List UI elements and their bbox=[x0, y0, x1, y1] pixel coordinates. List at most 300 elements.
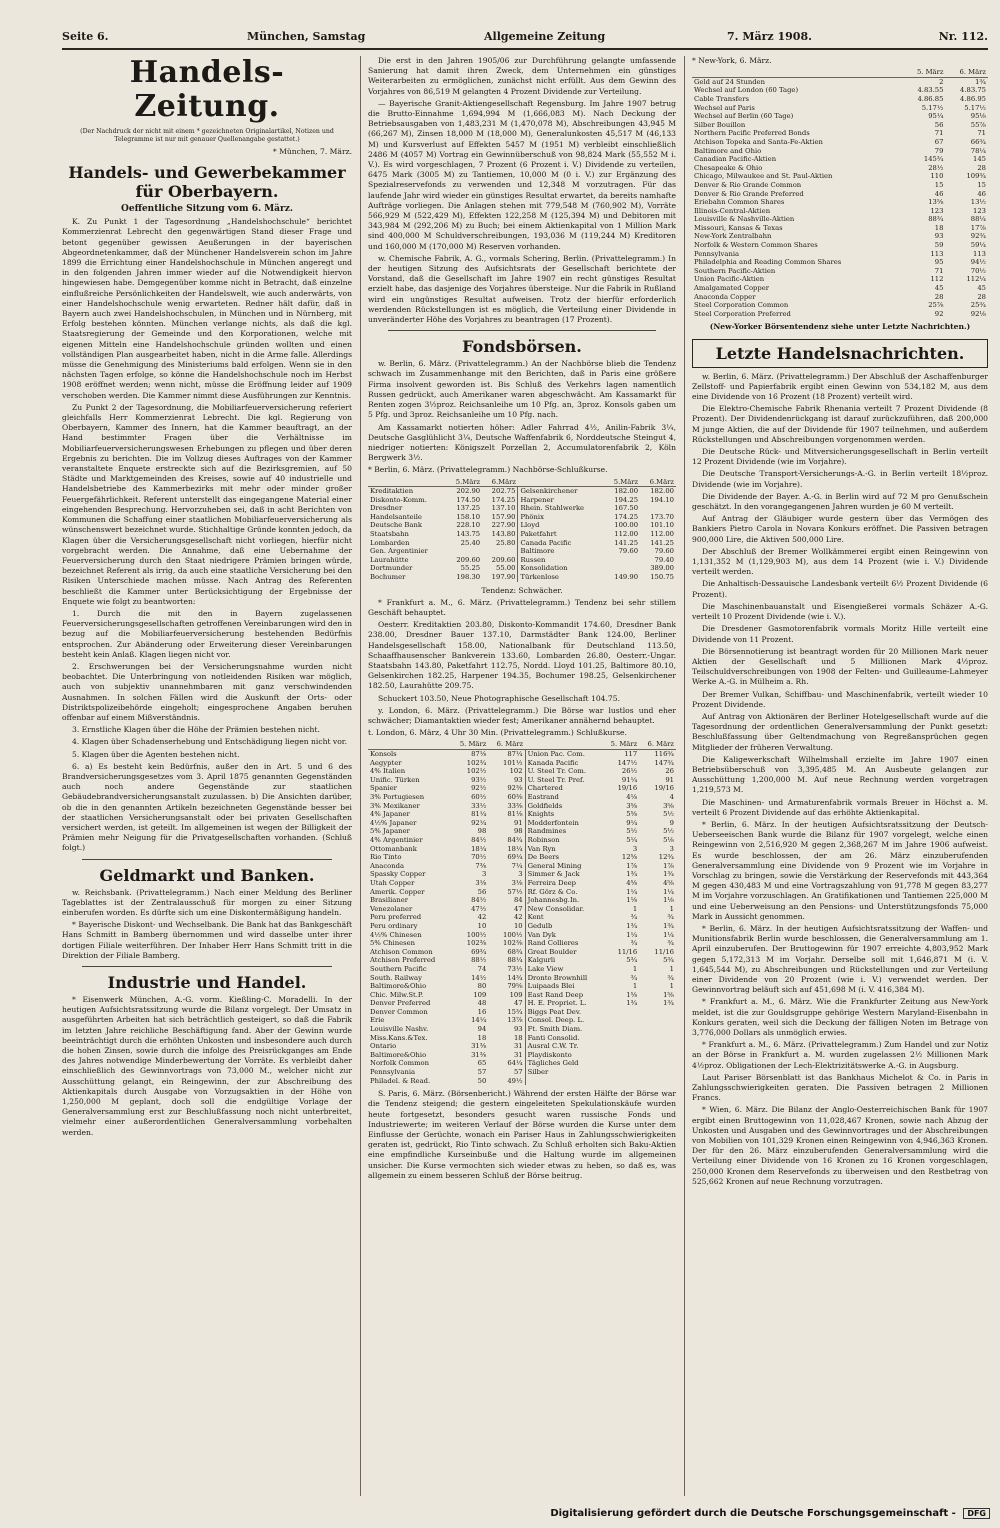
price-cell: 1⅛ bbox=[663, 896, 674, 905]
price-cell: 5⅝ bbox=[626, 810, 638, 819]
price-cell: 81¼ bbox=[471, 810, 487, 819]
column-rule-2 bbox=[684, 56, 685, 1496]
table-row bbox=[368, 1059, 676, 1068]
security-name: Randmines bbox=[525, 827, 602, 836]
price-cell: 26½ bbox=[621, 767, 638, 776]
dfg-logo: DFG bbox=[963, 1508, 990, 1519]
price-cell: 5¼ bbox=[626, 836, 638, 845]
table-row bbox=[692, 138, 988, 147]
price-cell: 1¼ bbox=[626, 930, 638, 939]
column-header: 6. März bbox=[945, 68, 988, 77]
table-row bbox=[368, 784, 676, 793]
security-name: Aegypter bbox=[370, 758, 402, 767]
security-name: Kreditaktien bbox=[370, 487, 414, 496]
security-name: Anaconda bbox=[370, 861, 405, 870]
section-title: Letzte Handelsnachrichten. bbox=[715, 343, 965, 363]
security-name: East Rand Deep bbox=[525, 991, 602, 1000]
price-cell: 98 bbox=[513, 827, 523, 836]
table-row bbox=[368, 1034, 676, 1043]
security-name: 4% Argentinier bbox=[370, 836, 423, 845]
table-row bbox=[692, 215, 988, 224]
news-section-header bbox=[692, 339, 988, 368]
table-row bbox=[368, 905, 676, 914]
security-name: Norfolk & Western Common Shares bbox=[694, 241, 818, 250]
security-name: Pennsylvania bbox=[370, 1068, 416, 1077]
price-cell: ¾ bbox=[667, 939, 674, 948]
price-cell: 28 bbox=[977, 163, 986, 172]
security-name: Wechsel auf London (60 Tage) bbox=[694, 86, 799, 95]
security-name: Gelsenkirchener bbox=[518, 487, 604, 496]
price-cell: 12¾ bbox=[658, 853, 674, 862]
price-cell: 84¾ bbox=[507, 836, 523, 845]
price-cell: 95⅛ bbox=[970, 112, 986, 121]
price-cell: 79.40 bbox=[654, 555, 674, 564]
table-row bbox=[692, 275, 988, 284]
security-name: 5% Japaner bbox=[370, 827, 410, 836]
paragraph: Die Maschinenbauanstalt und Eisengießerei vormals Schäzer A.-G. verteilt 10 Prozent Dividende (wie i. V.). bbox=[692, 601, 988, 622]
price-cell: 31 bbox=[513, 1042, 523, 1051]
price-cell: 49½ bbox=[507, 1076, 523, 1085]
security-name: U. Steel Tr. Com. bbox=[525, 767, 602, 776]
credit-text: Digitalisierung gefördert durch die Deutsche Forschungsgemeinschaft - bbox=[550, 1508, 956, 1519]
price-cell: 19/16 bbox=[617, 784, 638, 793]
price-cell: 109¾ bbox=[966, 172, 986, 181]
price-cell: ¾ bbox=[630, 973, 638, 982]
security-name: Rf. Görz & Co. bbox=[525, 888, 602, 897]
price-cell: 69¼ bbox=[507, 853, 523, 862]
table-row bbox=[368, 939, 676, 948]
price-cell bbox=[639, 1034, 676, 1043]
paragraph: S. Paris, 6. März. (Börsenbericht.) Während der ersten Hälfte der Börse war die Tendenz steigend; die gestern eingeleiteten Spekulationskäufe wurden heute fortgesetzt, besonders gesucht waren russische Fonds und Industriewerte; im weiteren Verlauf der Börse wurden die Kurse unter dem Einflusse der Gerüchte, wonach ein Pariser Haus in Zahlungsschwierigkeiten geraten ist, gedrückt, Rio Tinto schwach. Zu Schluß erholten sich Baku-Aktien eine empfindliche Kurseinbuße und die Haltung wurde im allgemeinen unsicher. Die Kurse vermochten sich wieder etwas zu heben, so daß es, was allgemein zu einem besseren Schluß der Börse beitrug. bbox=[368, 1089, 676, 1180]
paragraph: w. Reichsbank. (Privattelegramm.) Nach einer Meldung des Berliner Tageblattes ist der Zentralausschuß für morgen zu einer Sitzung einberufen worden. Es dürfte sich um eine Diskontermäßigung handeln. bbox=[62, 887, 352, 917]
price-cell: 145¾ bbox=[923, 155, 944, 164]
table-row bbox=[692, 224, 988, 233]
column-rule-1 bbox=[360, 56, 361, 1496]
column-3 bbox=[692, 56, 988, 1506]
price-cell: 92 bbox=[934, 309, 944, 318]
price-cell: 60⅜ bbox=[507, 793, 523, 802]
security-name: Denver & Rio Grande Common bbox=[694, 180, 802, 189]
security-name: New-York Zentralbahn bbox=[694, 232, 772, 241]
price-cell: 2 bbox=[939, 77, 944, 86]
price-cell: 1¾ bbox=[663, 921, 674, 930]
security-name: Bochumer bbox=[370, 573, 406, 582]
table-row bbox=[692, 284, 988, 293]
price-cell bbox=[639, 1068, 676, 1077]
table-row bbox=[692, 301, 988, 310]
security-name: Anaconda Copper bbox=[694, 292, 756, 301]
section-title: Fondsbörsen. bbox=[462, 337, 582, 357]
price-cell: 3 bbox=[481, 870, 487, 879]
price-cell: 102½ bbox=[466, 767, 487, 776]
table-row bbox=[368, 521, 676, 530]
price-cell bbox=[602, 1077, 639, 1086]
price-cell: 7⅜ bbox=[475, 861, 487, 870]
price-cell: 143.80 bbox=[491, 530, 516, 539]
price-cell: 5.17½ bbox=[921, 103, 944, 112]
table-row bbox=[368, 896, 676, 905]
table-row bbox=[368, 539, 676, 548]
security-name: 5% Chinesen bbox=[370, 939, 415, 948]
table-row bbox=[368, 965, 676, 974]
price-cell: 70½ bbox=[970, 266, 986, 275]
table-row bbox=[368, 750, 676, 759]
security-name: De Beers bbox=[525, 853, 602, 862]
security-name: Spassky Copper bbox=[370, 870, 426, 879]
newyork-price-table bbox=[692, 68, 988, 318]
price-cell: 157.90 bbox=[491, 512, 516, 521]
price-cell: 173.70 bbox=[650, 512, 674, 521]
security-name: Chic. Milw.St.P. bbox=[370, 990, 424, 999]
table-row bbox=[368, 513, 676, 522]
table-row bbox=[368, 819, 676, 828]
table-row bbox=[692, 86, 988, 95]
table-row bbox=[692, 147, 988, 156]
security-name: Peru ordinary bbox=[370, 921, 418, 930]
price-cell: 113 bbox=[930, 249, 944, 258]
price-cell: 202.90 bbox=[456, 487, 481, 496]
price-cell bbox=[602, 1059, 639, 1068]
page-number: Seite 6. bbox=[62, 30, 109, 43]
table-row bbox=[368, 1068, 676, 1077]
paragraph: K. Zu Punkt 1 der Tagesordnung „Handelshochschule“ berichtet Kommerzienrat Lebrecht den gegenwärtigen Stand dieser Frage und betont gegenüber gewissen Aeußerungen in der bayerischen Abgeordnetenkammer, daß der Münchener Handelsverein schon im Jahre 1899 die Errichtung einer Handelshochschule in München angeregt und in den folgenden Jahren immer wieder auf die Notwendigkeit hiervon hingewiesen habe. Demgegenüber komme nicht in Betracht, daß einzelne einflußreiche Persönlichkeiten der Handelswelt, wie auch anderwärts, von einer Handelshochschule wenig erwarteten. Redner hält dafür, daß in Bayern auch zwei Handelshochschulen, in München und in Nürnberg, mit Erfolg bestehen könnten. München verlange nichts, als daß die kgl. Staatsregierung der Gemeinde und den Korporationen, welche mit eigenen Mitteln eine Handelshochschule gründen wollten und einen vollständigen Plan ausgearbeitet haben, nicht in die Arme falle. Allerdings müsse die Genehmigung des Ministeriums bald erfolgen. Wenn sie in den nächsten Tagen erfolge, so könne die Handelshochschule noch im Herbst 1908 eröffnet werden; wenn nicht, müsse die Eröffnung leider auf 1909 verschoben werden. Die Kammer nimmt diese Ausführungen zur Kenntnis. bbox=[62, 217, 352, 400]
section-title: Geldmarkt und Banken. bbox=[99, 865, 315, 885]
column-1 bbox=[62, 56, 352, 1506]
security-name: Erie bbox=[370, 1016, 385, 1025]
security-name: Illinois-Central-Aktien bbox=[694, 206, 771, 215]
price-cell: 7¼ bbox=[511, 861, 523, 870]
column-header: 5. März bbox=[903, 68, 946, 77]
table-row bbox=[692, 181, 988, 190]
table-row bbox=[368, 982, 676, 991]
price-cell: 57½ bbox=[507, 887, 523, 896]
price-cell: 47 bbox=[513, 999, 523, 1008]
security-name: Rand Collieres bbox=[525, 939, 602, 948]
security-name: Phönix bbox=[518, 513, 604, 522]
security-name: Chartered bbox=[525, 784, 602, 793]
page-header bbox=[62, 30, 988, 48]
price-cell bbox=[639, 1042, 676, 1051]
price-cell: 109 bbox=[509, 990, 523, 999]
price-cell: 46 bbox=[934, 189, 944, 198]
column-header: 5. März bbox=[602, 740, 639, 749]
security-name: Consol. Deep. L. bbox=[525, 1016, 602, 1025]
security-name: Philadelphia and Reading Common Shares bbox=[694, 258, 842, 267]
security-name: Rio Tinto bbox=[370, 853, 402, 862]
security-name: Playdiskonto bbox=[525, 1051, 602, 1060]
price-cell: 209.60 bbox=[456, 555, 481, 564]
table-row bbox=[692, 241, 988, 250]
security-name: Great Boulder bbox=[525, 948, 602, 957]
price-cell: 5½ bbox=[663, 827, 674, 836]
table-row bbox=[368, 767, 676, 776]
table-row bbox=[368, 999, 676, 1008]
price-cell: 100.00 bbox=[614, 521, 639, 530]
price-cell bbox=[639, 1051, 676, 1060]
security-name: Union Pac. Com. bbox=[525, 750, 602, 759]
price-cell: 13½ bbox=[970, 198, 986, 207]
price-cell: 84½ bbox=[471, 896, 487, 905]
price-cell: 1¾ bbox=[975, 77, 986, 86]
price-cell: 70½ bbox=[471, 853, 487, 862]
table-row bbox=[692, 258, 988, 267]
price-cell: 94½ bbox=[970, 258, 986, 267]
table-row bbox=[692, 293, 988, 302]
security-name: Union Pacific-Aktien bbox=[694, 275, 765, 284]
price-cell: 56 bbox=[934, 120, 944, 129]
price-cell: 47½ bbox=[471, 904, 487, 913]
table-row bbox=[692, 95, 988, 104]
paragraph: w. Berlin, 6. März. (Privattelegramm.) Der Abschluß der Aschaffenburger Zellstoff- und Papierfabrik ergibt einen Gewinn von 534,182 M, aus dem eine Dividende von 16 Prozent (18 Prozent) verteilt wird. bbox=[692, 371, 988, 402]
price-cell: 112 bbox=[930, 275, 944, 284]
security-name: Miss.Kans.&Tex. bbox=[370, 1033, 428, 1042]
paragraph: * Frankfurt a. M., 6. März. (Privattelegramm.) Tendenz bei sehr stillem Geschäft behauptet. bbox=[368, 597, 676, 618]
price-cell: 71 bbox=[934, 129, 944, 138]
paragraph: 3. Ernstliche Klagen über die Höhe der Prämien bestehen nicht. bbox=[72, 725, 320, 735]
price-cell: 93 bbox=[934, 232, 944, 241]
security-name: Pennsylvania bbox=[694, 249, 740, 258]
paragraph: * Frankfurt a. M., 6. März. (Privattelegramm.) Zum Handel und zur Notiz an der Börse in Frankfurt a. M. wurden zugelassen 2½ Millionen Mark 4½proz. Obligationen der Lech-Elektrizitätswerke A.-G. in Augsburg. bbox=[692, 1040, 988, 1070]
security-name: Gedulb bbox=[525, 922, 602, 931]
security-name: Rhein. Stahlwerke bbox=[518, 504, 604, 513]
table-row bbox=[368, 530, 676, 539]
price-cell: 26 bbox=[665, 767, 674, 776]
price-cell: 102 bbox=[509, 767, 523, 776]
price-cell: 100½ bbox=[466, 930, 487, 939]
price-cell: 117 bbox=[624, 750, 638, 759]
price-cell: 15 bbox=[934, 180, 944, 189]
table-row bbox=[692, 155, 988, 164]
price-cell: 197.90 bbox=[491, 573, 516, 582]
security-name: Luipaads Blei bbox=[525, 982, 602, 991]
table-row bbox=[368, 879, 676, 888]
table-row bbox=[368, 974, 676, 983]
security-name: Staatsbahn bbox=[370, 530, 409, 539]
price-cell: 14¼ bbox=[471, 1016, 487, 1025]
table-row bbox=[368, 931, 676, 940]
price-cell: 18 bbox=[513, 1033, 523, 1042]
price-cell: 5¾ bbox=[663, 956, 674, 965]
table-row bbox=[368, 956, 676, 965]
table-footnote: (New-Yorker Börsentendenz siehe unter Letzte Nachrichten.) bbox=[709, 322, 971, 332]
price-cell: 123 bbox=[973, 206, 986, 215]
price-cell: 143.75 bbox=[456, 530, 481, 539]
price-cell: 91 bbox=[665, 775, 674, 784]
price-cell: 102⅜ bbox=[503, 939, 523, 948]
price-cell bbox=[602, 1008, 639, 1017]
price-cell: 3 bbox=[669, 844, 674, 853]
price-cell: 1 bbox=[669, 964, 674, 973]
security-name: Dortmunder bbox=[370, 564, 413, 573]
price-cell: 88½ bbox=[471, 956, 487, 965]
price-cell: 1⅛ bbox=[626, 896, 638, 905]
price-cell: 50 bbox=[477, 1076, 487, 1085]
table-row bbox=[368, 573, 676, 582]
price-cell: 18 bbox=[934, 223, 944, 232]
paragraph: Die Anhaltisch-Dessauische Landesbank verteilt 6½ Prozent Dividende (6 Prozent). bbox=[692, 579, 988, 599]
price-cell: 147½ bbox=[617, 758, 638, 767]
price-cell: 17⅞ bbox=[970, 223, 986, 232]
price-cell bbox=[602, 1034, 639, 1043]
table-row bbox=[368, 888, 676, 897]
security-name: Modderfontein bbox=[525, 819, 602, 828]
price-cell: ¾ bbox=[667, 973, 674, 982]
price-cell: 112.00 bbox=[650, 530, 674, 539]
price-cell: 1⅝ bbox=[626, 990, 638, 999]
paragraph: — Bayerische Granit-Aktiengesellschaft Regensburg. Im Jahre 1907 betrug die Brutto-Einnahme 1,694,994 M (1,666,083 M). Nach Deckung der Betriebsausgaben von 1,483,231 M (1,470,078 M), Abschreibungen 43,945 M (66,267 M), Zinsen 18,000 M (18,000 M), Generalunkosten 45,517 M (46,133 M) und Kursverlust auf Effekten 5457 M (1951 M) verbleibt einschließlich 2486 M (4057 M) Vortrag ein Gewinnüberschuß von 98,824 Mark (55,552 M i. V.). Es wird vorgeschlagen, 7 Prozent (6 Prozent i. V.) Dividende zu verteilen, 6475 Mark (3005 M) zu Tantiemen, 10,000 M (0 i. V.) zur Ergänzung des Spezialreservefonds zu verwenden und 12,348 M vorzutragen. Für das laufende Jahr wird wieder ein günstiges Resultat erwartet, da bereits namhafte Aufträge vorliegen. Die Anlagen stehen mit 779,548 M (760,902 M), Vorräte 566,929 M (522,429 M), Effekten 122,258 M (125,394 M) und Debitoren mit 343,984 M (292,206 M) zu Buch; bei einem Aktienkapital von 1 Million Mark sind 400,000 M Schuldverschreibungen, 193,036 M (119,244 M) Kreditoren und 160,000 M (170,000 M) Reserven vorhanden. bbox=[368, 98, 676, 251]
security-name: Wechsel auf Paris bbox=[694, 103, 755, 112]
column-header: 5.März bbox=[446, 478, 482, 487]
price-cell bbox=[602, 1051, 639, 1060]
table-row bbox=[368, 504, 676, 513]
price-cell: 4⅛ bbox=[626, 793, 638, 802]
table-row bbox=[368, 776, 676, 785]
price-cell: ¾ bbox=[630, 939, 638, 948]
paragraph: Die Elektro-Chemische Fabrik Rhenania verteilt 7 Prozent Dividende (8 Prozent). Der Dividendenrückgang ist darauf zurückzuführen, daß 200,000 M junge Aktien, die auf der Dividende für 1907 teilnehmen, und außerdem Rückstellungen und Abschreibungen vorgenommen werden. bbox=[692, 404, 988, 444]
price-cell: 93 bbox=[513, 775, 523, 784]
security-name: Ottomanbank bbox=[370, 844, 417, 853]
price-cell: 88¼ bbox=[507, 956, 523, 965]
berlin-price-table bbox=[368, 478, 676, 582]
price-cell: 60½ bbox=[471, 793, 487, 802]
price-cell: 71 bbox=[977, 129, 986, 138]
security-name: Handelsanteile bbox=[370, 512, 422, 521]
price-cell: 92½ bbox=[471, 784, 487, 793]
price-cell: 147¾ bbox=[654, 758, 674, 767]
price-cell: 14¾ bbox=[507, 973, 523, 982]
price-cell: 18¼ bbox=[471, 844, 487, 853]
london-price-table bbox=[368, 740, 676, 1085]
table-row bbox=[368, 827, 676, 836]
price-cell bbox=[602, 1016, 639, 1025]
table-row bbox=[368, 1008, 676, 1017]
tendency-note: Tendenz: Schwächer. bbox=[481, 585, 563, 595]
price-cell: 92⅛ bbox=[970, 309, 986, 318]
price-cell: 78¼ bbox=[970, 146, 986, 155]
price-cell: 1¾ bbox=[663, 870, 674, 879]
security-name: Kent bbox=[525, 913, 602, 922]
price-cell: 1¼ bbox=[626, 887, 638, 896]
security-name: Canadian Pacific-Aktien bbox=[694, 155, 777, 164]
table-row bbox=[692, 77, 988, 86]
security-name: Denver & Rio Grande Preferred bbox=[694, 189, 804, 198]
paragraph: Auf Antrag von Aktionären der Berliner Hotelgesellschaft wurde auf die Tagesordnung der ordentlichen Generalversammlung der Punkt gesetzt: Beschlußfassung über Geltendmachung von Regreßansprüchen gegen Mitglieder der früheren Verwaltung. bbox=[692, 711, 988, 752]
price-cell: 33⅜ bbox=[507, 801, 523, 810]
price-cell: 14½ bbox=[471, 973, 487, 982]
price-cell: 45 bbox=[977, 284, 986, 293]
price-cell: 10 bbox=[477, 921, 487, 930]
column-2 bbox=[368, 56, 676, 1506]
security-name: Louisville & Nashville-Aktien bbox=[694, 215, 795, 224]
security-name: Brasilianer bbox=[370, 896, 409, 905]
price-cell: 9¼ bbox=[626, 818, 638, 827]
table-row bbox=[368, 496, 676, 505]
price-cell: 95¼ bbox=[928, 112, 944, 121]
security-name: Northern Pacific Preferred Bonds bbox=[694, 129, 810, 138]
security-name: Canada Pacific bbox=[518, 539, 604, 548]
price-cell: 88¼ bbox=[970, 215, 986, 224]
table-row bbox=[692, 310, 988, 319]
paragraph: 4. Klagen über Schadenserhebung und Entschädigung liegen nicht vor. bbox=[72, 737, 348, 747]
paragraph: * Berlin, 6. März. In der heutigen Aufsichtsratssitzung der Waffen- und Munitionsfabrik Berlin wurde beschlossen, die Generalversammlung am 1. April einzuberufen. Der Bruttogewinn für 1907 erreichte 4,803,952 Mark gegen 5,172,313 M im Vorjahr. Derselbe soll mit 1,646,871 M (i. V. 1,645,544 M), zu Abschreibungen und Rückstellungen und zur Verteilung einer Dividende von 20 Prozent (wie i. V.) verwendet werden. Der Gewinnvortrag beläuft sich auf 451,698 M (i. V. 416,384 M). bbox=[692, 923, 988, 995]
price-cell: 5⅛ bbox=[663, 836, 674, 845]
price-cell: 79⅝ bbox=[507, 982, 523, 991]
header-rule bbox=[62, 48, 988, 50]
security-name: Goldfields bbox=[525, 802, 602, 811]
security-name: Kalgurli bbox=[525, 956, 602, 965]
price-cell: 141.25 bbox=[614, 538, 639, 547]
table-row bbox=[692, 267, 988, 276]
article-title: Handels- und Gewerbekammer für Oberbayern. bbox=[68, 163, 346, 202]
column-header: 6. März bbox=[639, 740, 676, 749]
security-name bbox=[525, 1077, 602, 1086]
price-cell: 93 bbox=[513, 1025, 523, 1034]
security-name: Laurahütte bbox=[370, 555, 409, 564]
price-cell: 3⅛ bbox=[475, 878, 487, 887]
security-name: Gen. Argentinier bbox=[370, 547, 428, 556]
paper-name: Allgemeine Zeitung bbox=[484, 30, 606, 43]
price-cell: 48 bbox=[477, 999, 487, 1008]
price-cell: 92¼ bbox=[471, 818, 487, 827]
table-row bbox=[368, 556, 676, 565]
paragraph: Die Dividende der Bayer. A.-G. in Berlin wird auf 72 M pro Genußschein geschätzt. In den vorangegangenen Jahren wurden je 60 M verteilt. bbox=[692, 491, 988, 512]
column-header: 5. März bbox=[452, 740, 489, 749]
price-cell: 102¾ bbox=[466, 758, 487, 767]
price-cell: 10 bbox=[513, 921, 523, 930]
security-name: H. E. Propriet. L. bbox=[525, 999, 602, 1008]
table-row bbox=[368, 913, 676, 922]
security-name: Southern Pacific-Aktien bbox=[694, 266, 776, 275]
price-cell: 79.60 bbox=[654, 547, 674, 556]
price-cell: 47 bbox=[513, 904, 523, 913]
price-cell: 57 bbox=[477, 1068, 487, 1077]
price-cell: 3⅝ bbox=[663, 801, 674, 810]
security-name: General Mining bbox=[525, 862, 602, 871]
section-rule bbox=[388, 330, 656, 331]
security-name: Chesapeake & Ohio bbox=[694, 163, 763, 172]
paragraph: Die Maschinen- und Armaturenfabrik vormals Breuer in Höchst a. M. verteilt 6 Prozent Dividende auf das erhöhte Aktienkapital. bbox=[692, 797, 988, 817]
security-name: Harpener bbox=[518, 496, 604, 505]
price-cell: 68¾ bbox=[507, 947, 523, 956]
security-name: Venezolaner bbox=[370, 904, 413, 913]
security-name: Steel Corporation Preferred bbox=[694, 309, 791, 318]
price-cell: 91¼ bbox=[621, 775, 638, 784]
place-date: München, Samstag bbox=[247, 30, 366, 43]
security-name: Fanti Consolid. bbox=[525, 1034, 602, 1043]
reprint-note: (Der Nachdruck der nicht mit einem * gezeichneten Originalartikel, Notizen und Telegramme ist nur mit genauer Quellenangabe gestattet.) bbox=[80, 128, 334, 143]
table-row bbox=[368, 991, 676, 1000]
security-name: Silber Bouillon bbox=[694, 120, 746, 129]
price-cell: 145 bbox=[973, 155, 986, 164]
price-cell: 3⅛ bbox=[511, 878, 523, 887]
price-cell: 182.00 bbox=[650, 487, 674, 496]
column-header: 5.März bbox=[604, 478, 640, 487]
security-name: Atchison Common bbox=[370, 947, 433, 956]
security-name: Robinson bbox=[525, 836, 602, 845]
price-cell: 101½ bbox=[503, 758, 523, 767]
paragraph: Laut Pariser Börsenblatt ist das Bankhaus Michelot & Co. in Paris in Zahlungsschwierigkeiten geraten. Die Passiven betragen 2 Millionen Francs. bbox=[692, 1072, 988, 1103]
paragraph: * Frankfurt a. M., 6. März. Wie die Frankfurter Zeitung aus New-York meldet, ist die zur Gouldsgruppe gehörige Western Maryland-Eisenbahn in Konkurs geraten, weil sich die Deckung der fälligen Noten im Betrage von 3,776,000 Dollars als unmöglich erwies. bbox=[692, 997, 988, 1038]
price-cell: 92⅜ bbox=[507, 784, 523, 793]
price-cell bbox=[446, 547, 482, 556]
price-cell: 137.25 bbox=[456, 504, 481, 513]
paragraph: * Bayerische Diskont- und Wechselbank. Die Bank hat das Bankgeschäft Hans Schmitt in Bamberg übernommen und wird dasselbe unter ihrer dortigen Filiale weiterführen. Der Inhaber Herr Hans Schmitt tritt in die Direktion der Filiale Bamberg. bbox=[62, 920, 352, 960]
price-cell: 11/16 bbox=[617, 947, 638, 956]
table-row bbox=[692, 207, 988, 216]
price-cell: 55.00 bbox=[496, 564, 516, 573]
paragraph: Der Abschluß der Bremer Wollkämmerei ergibt einen Reingewinn von 1,131,352 M (1,129,903 M), aus dem 14 Prozent (wie i. V.) Dividende verteilt werden. bbox=[692, 546, 988, 577]
paragraph: Die Kaligewerkschaft Wilhelmshall erzielte im Jahre 1907 einen Betriebsüberschuß von 3,395,485 M. An Ausbeute gelangen zur Ausschüttung 1,200,000 M. Auf neue Rechnung werden vorgetragen 1,219,573 M. bbox=[692, 754, 988, 795]
